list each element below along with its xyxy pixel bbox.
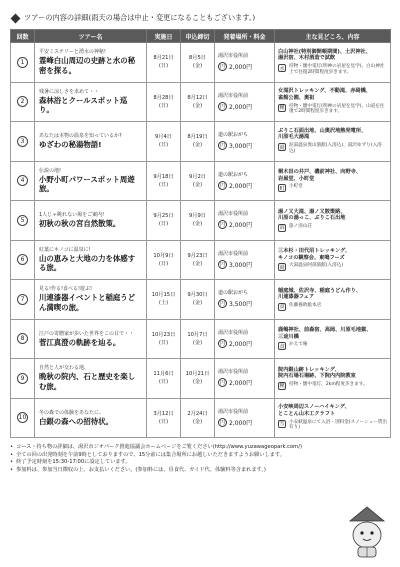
tour-number: 8	[17, 333, 28, 344]
tour-date-day: (日)	[158, 181, 169, 188]
tour-spots-line: 湯ノ又大滝、湯ノ又散策路、	[278, 208, 346, 215]
tour-subtitle: 1人じゃ眺れない場をご案内!	[39, 212, 105, 218]
tour-name-cell	[35, 201, 147, 241]
note-icon: 浴	[279, 225, 285, 232]
table-row	[11, 43, 391, 83]
tour-number: 2	[17, 96, 28, 107]
tour-date-cell	[147, 319, 181, 359]
tour-name-cell	[35, 319, 147, 359]
tour-deadline: 9月9日	[189, 213, 206, 220]
tour-title: 小野小町パワースポット周遊旅。	[39, 174, 135, 194]
tour-name-cell	[35, 82, 147, 122]
tour-name-cell	[35, 43, 147, 83]
tour-place-cell	[215, 82, 275, 122]
tour-price-line	[218, 181, 271, 190]
tour-number-cell	[11, 82, 35, 122]
tour-title: 森林浴とクールスポット巡り。	[39, 95, 128, 115]
tour-deadline: 10月7日	[187, 331, 208, 338]
tour-date-cell	[147, 161, 181, 201]
tour-spots-line: 白山神社(特別御開帳期間)、土沢神社、	[278, 48, 371, 55]
diamond-bullet-icon	[11, 13, 21, 23]
tour-price-line	[218, 299, 271, 308]
tour-deadline: 9月2日	[189, 173, 206, 180]
tour-deadline-cell	[181, 359, 215, 399]
tour-number: 10	[18, 414, 27, 422]
tour-spots-cell	[275, 398, 391, 438]
tour-date-cell	[147, 398, 181, 438]
tour-deadline-cell	[181, 201, 215, 241]
table-row	[11, 280, 391, 320]
tour-spots-line: 川原毛大湯滝	[278, 134, 310, 141]
tour-date-cell	[147, 359, 181, 399]
tour-date: 3月12日	[153, 410, 174, 417]
tour-title: 初秋の秋の宮自然散策。	[39, 219, 121, 228]
column-header-date: 実施日	[147, 30, 181, 43]
tour-date-day: (日)	[158, 63, 169, 70]
tour-deadline-cell	[181, 82, 215, 122]
tour-price: 2,000円	[229, 182, 253, 190]
tour-date: 9月25日	[153, 213, 174, 220]
tour-title: ゆざわの秘湯物語!	[39, 140, 102, 149]
tour-title: 霊峰白山周辺の史跡と水の秘密を探る。	[39, 56, 136, 75]
tour-note-row	[278, 184, 387, 192]
bullet-icon: •	[10, 466, 14, 473]
tour-number-cell	[11, 319, 35, 359]
tour-spots-cell	[275, 280, 391, 320]
tour-name-cell	[35, 240, 147, 280]
tour-date-day: (日)	[158, 221, 169, 228]
tour-price-line	[218, 339, 271, 348]
tour-spots-cell	[275, 201, 391, 241]
note-icon: 雪	[279, 421, 285, 428]
tour-price: 3,000円	[229, 143, 253, 151]
tour-number: 5	[17, 215, 28, 226]
tour-subtitle: 伝説の地!	[39, 167, 62, 174]
tour-deadline: 9月30日	[187, 292, 208, 299]
tour-title: 菅江真澄の軌跡を辿る。	[39, 337, 121, 347]
tour-spots-line: 雀館公園、奥祖	[278, 94, 315, 101]
tour-place-cell	[215, 319, 275, 359]
tour-place-cell	[215, 398, 275, 438]
tour-deadline: 10月21日	[185, 371, 210, 378]
tour-deadline: 2月24日	[187, 410, 208, 417]
tour-spots-line: 川原の湯っこ、ぶりこ石出地	[278, 215, 346, 222]
tour-note: かえで庵	[289, 342, 308, 348]
tour-note-row	[278, 104, 387, 116]
tour-date-day: (日)	[158, 102, 169, 109]
tour-date: 10月9日	[153, 252, 174, 259]
tour-spots-cell	[275, 122, 391, 162]
tour-place: 湯沢市役所前	[218, 329, 249, 336]
tour-place: 湯沢市役所前	[218, 92, 249, 99]
tour-spots-line: 小安峡周辺スノーハイキング、	[278, 404, 350, 411]
yen-icon: 円	[219, 64, 225, 71]
tour-price-line	[218, 220, 271, 229]
tour-spots-line: ぶりこ石面出地、山奥沢地熱発電所、	[278, 127, 367, 134]
tour-price: 3,000円	[229, 261, 253, 269]
tour-spots-line: 三本杉・田代沼トレッキング、	[278, 248, 351, 255]
tour-date: 10月23日	[151, 331, 176, 338]
tour-deadline-cell	[181, 280, 215, 320]
tour-subtitle: 冬の森での体験をあなたに、	[39, 409, 105, 416]
tour-table	[10, 29, 391, 438]
footer-note-text: コース・持ち物の詳細は、湯沢市ジオパーク推進協議会ホームページをご覧ください(http://www.yuzawageopark.com/)	[16, 444, 302, 450]
column-header-spots: 主な見どころ、内容	[275, 30, 391, 43]
tour-subtitle: 残暑に涼しさを求めて・・	[39, 88, 100, 95]
table-row	[11, 359, 391, 399]
column-header-deadline: 申込締切	[181, 30, 215, 43]
tour-spots-cell	[275, 240, 391, 280]
yen-icon: 円	[219, 301, 225, 308]
note-icon: 町	[279, 185, 285, 192]
bullet-icon: •	[10, 451, 14, 458]
tour-note: 持物・懐中電灯(明神の岩屋を見学)、山道を往復で2時間程度歩きます。	[289, 103, 385, 115]
tour-spots-cell	[275, 359, 391, 399]
tour-deadline-cell	[181, 240, 215, 280]
tour-place-cell	[215, 201, 275, 241]
tour-number-cell	[11, 122, 35, 162]
tour-subtitle: 紅葉にキノコに温泉に!	[39, 246, 91, 253]
tour-place: 湯沢市役所前	[218, 408, 249, 415]
tour-deadline-day: (金)	[192, 379, 203, 386]
tour-note: 持物・懐中電灯、2km程度歩きます。	[289, 381, 368, 387]
tour-spots-line: 川連漆器フェア	[278, 294, 315, 301]
tour-date-cell	[147, 240, 181, 280]
section-heading	[10, 10, 390, 26]
tour-name-cell	[35, 161, 147, 201]
yen-icon: 円	[219, 143, 225, 150]
tour-deadline-day: (金)	[192, 339, 203, 346]
tour-price-line	[218, 260, 271, 269]
tour-date: 9月18日	[153, 173, 174, 180]
bullet-icon: •	[10, 444, 14, 450]
tour-subtitle: 自然と人が交わる地、	[39, 365, 90, 372]
tour-date: 9月4日	[155, 134, 172, 141]
table-row	[11, 122, 391, 162]
tour-title: 晩秋の院内、石と歴史を楽しむ旅。	[39, 372, 136, 391]
tour-price: 2,000円	[229, 222, 253, 230]
tour-deadline-day: (金)	[192, 260, 203, 267]
tour-subtitle: 平安ミステリーと湧水の神秘!	[39, 49, 106, 56]
tour-deadline-cell	[181, 43, 215, 83]
tour-table-body	[11, 43, 391, 438]
tour-place-cell	[215, 240, 275, 280]
tour-place: 道の駅おがち	[218, 171, 249, 178]
yen-icon: 円	[219, 182, 225, 189]
yen-icon: 円	[219, 419, 225, 426]
table-header-row	[11, 30, 391, 43]
tour-spots-line: キノコの観察会、東鳴フーズ	[278, 254, 345, 261]
tour-number: 7	[17, 294, 28, 305]
tour-note-row	[278, 143, 387, 155]
tour-note: 泥湯温泉奥山旅館(入浴込)、湯沢ゆずり(入浴込)	[289, 143, 382, 154]
tour-spots-line: とことん山木工クラフト	[278, 410, 336, 417]
table-row	[11, 319, 391, 359]
tour-date-day: (日)	[158, 418, 169, 425]
tour-place-cell	[215, 122, 275, 162]
tour-date: 8月21日	[153, 55, 174, 62]
tour-name-cell	[35, 359, 147, 399]
tour-spots-line: 桐木田の井戸、磯前神社、向野寺、	[278, 169, 362, 176]
column-header-no: 回数	[11, 30, 35, 43]
tour-number-cell	[11, 240, 35, 280]
tour-date-cell	[147, 280, 181, 320]
bullet-icon: •	[10, 459, 14, 466]
tour-date: 8月28日	[153, 94, 174, 101]
footer-note	[10, 459, 320, 467]
tour-note-row	[278, 420, 387, 432]
tour-note-row	[278, 303, 387, 311]
tour-price-line	[218, 141, 271, 150]
tour-spots-line: 女滝沢トレッキング、不動滝、赤碕橋、	[278, 88, 371, 95]
tour-note-row	[278, 342, 387, 350]
tour-price-line	[218, 102, 271, 111]
tour-price: 2,000円	[229, 340, 253, 348]
tour-place: 道の駅おがち	[218, 290, 249, 297]
tour-deadline-day: (金)	[192, 102, 203, 109]
note-icon: 食	[279, 304, 285, 311]
tour-spots-line: 岩屋堂、小町堂	[278, 175, 315, 182]
tour-place: 湯沢市役所前	[218, 369, 249, 376]
note-icon: 靴	[279, 383, 285, 390]
tour-note-row	[278, 64, 387, 76]
tour-subtitle: 見る!作る!食べる!遊ぶ!	[39, 286, 93, 293]
tour-date-cell	[147, 201, 181, 241]
tour-deadline-cell	[181, 398, 215, 438]
note-icon: 湯	[279, 264, 285, 271]
tour-place-cell	[215, 161, 275, 201]
tour-note: 小安峡温泉にて入浴・別料金(スノーシュー貸出有り)	[289, 419, 387, 431]
tour-date-cell	[147, 122, 181, 162]
tour-number: 1	[17, 57, 28, 68]
tour-deadline: 9月23日	[187, 252, 208, 259]
tour-number-cell	[11, 161, 35, 201]
tour-deadline: 8月12日	[187, 94, 208, 101]
tour-date-day: (土)	[158, 300, 169, 307]
tour-note: 旅ノ浴山荘	[289, 223, 312, 229]
yen-icon: 円	[219, 222, 225, 229]
section-heading-text: ツアーの内容の詳細(雨天の場合は中止・変更になることもございます。)	[24, 13, 256, 22]
tour-subtitle: 江戸の寄贈家が歩いた世界をこの目で・・	[39, 330, 135, 337]
tour-spots-line: 稲庭城、佐沢寺、稲庭うどん作り、	[278, 287, 362, 294]
column-header-tour: ツアー名	[35, 30, 147, 43]
tour-spots-line: 鹿嶋神社、前森宿、高岡、川原毛地獄、	[278, 327, 372, 334]
footer-note	[10, 467, 320, 475]
tour-place-cell	[215, 359, 275, 399]
tour-title: 山の恵みと大地の力を体感する旅。	[39, 253, 136, 273]
tour-number-cell	[11, 359, 35, 399]
table-row	[11, 398, 391, 438]
tour-date-cell	[147, 82, 181, 122]
tour-price-line	[218, 418, 271, 427]
tour-note: 小町堂	[289, 184, 303, 190]
tour-date-cell	[147, 43, 181, 83]
tour-price: 2,000円	[229, 103, 253, 111]
footer-note-text: 終了予定時刻を15:30-17:00に設定しています。	[16, 459, 131, 466]
table-row	[11, 240, 391, 280]
tour-date-day: (日)	[158, 379, 169, 386]
tour-note: 持物・懐中電灯(明神の岩屋を見学)、白山神社上で往復2時間程度歩きます。	[289, 64, 385, 75]
tour-price: 2,000円	[229, 419, 253, 427]
tour-number: 9	[17, 373, 28, 384]
tour-spots-line: 院内石場石場跡、下院内内院教室	[278, 373, 356, 380]
note-icon: 靴	[279, 105, 285, 112]
tour-deadline-day: (金)	[192, 418, 203, 425]
tour-note: 佐藤養助総本店	[289, 302, 322, 308]
tour-deadline-day: (金)	[192, 63, 203, 70]
tour-place: 湯沢市役所前	[218, 250, 249, 257]
footer-notes	[10, 444, 320, 474]
tour-note-row	[278, 382, 387, 390]
tour-number: 3	[17, 136, 28, 147]
tour-spots-cell	[275, 319, 391, 359]
note-icon: 湯	[279, 144, 285, 151]
tour-spots-cell	[275, 161, 391, 201]
yen-icon: 円	[219, 261, 225, 268]
tour-date-day: (日)	[158, 260, 169, 267]
tour-note: 大湯温泉阿部旅館(入浴込)	[289, 263, 344, 269]
tour-deadline-cell	[181, 319, 215, 359]
tour-subtitle: あなたは本物の温泉を知っているか?	[39, 133, 122, 139]
tour-place-cell	[215, 43, 275, 83]
table-row	[11, 161, 391, 201]
column-header-place: 発着場所・料金	[215, 30, 275, 43]
tour-title: 白銀の森への招待状。	[39, 416, 113, 426]
yen-icon: 円	[219, 103, 225, 110]
tour-deadline: 8月5日	[189, 55, 206, 62]
tour-title: 川連漆器イベントと稲庭うどん満喫の旅。	[39, 293, 136, 312]
note-icon: 水	[279, 65, 285, 72]
footer-note-text: 全ての回の出発時刻を午前9時としておりますので、15分前には集合場所にお越しいただきますようお願いします。	[16, 451, 285, 458]
tour-deadline-cell	[181, 161, 215, 201]
tour-name-cell	[35, 280, 147, 320]
tour-spots-line: 三途川橋	[278, 333, 299, 340]
tour-number-cell	[11, 280, 35, 320]
tour-note-row	[278, 224, 387, 232]
tour-deadline-cell	[181, 122, 215, 162]
yen-icon: 円	[219, 380, 225, 387]
yen-icon: 円	[219, 340, 225, 347]
tour-price: 3,500円	[229, 301, 253, 309]
tour-price: 2,000円	[229, 64, 253, 72]
footer-note-text: 参加料は、参加当日徴収の上、お支払いください。(参加料には、昼食代、ガイド代、体験料等含まれます。)	[16, 466, 266, 473]
tour-spots-cell	[275, 82, 391, 122]
tour-note-row	[278, 263, 387, 271]
tour-number-cell	[11, 398, 35, 438]
tour-number: 6	[17, 254, 28, 265]
footer-note	[10, 444, 320, 452]
tour-place: 道の駅おがち	[218, 132, 249, 139]
tour-spots-cell	[275, 43, 391, 83]
tour-spots-line: 湯沢宿、木村酒造で試飲	[278, 55, 336, 62]
table-row	[11, 82, 391, 122]
tour-deadline-day: (金)	[192, 142, 203, 149]
tour-name-cell	[35, 122, 147, 162]
tour-date-day: (日)	[158, 339, 169, 346]
note-icon: 食	[279, 343, 285, 350]
tour-deadline-day: (金)	[192, 181, 203, 188]
tour-name-cell	[35, 398, 147, 438]
tour-date: 10月15日	[151, 292, 176, 299]
tour-place-cell	[215, 280, 275, 320]
tour-place: 湯沢市役所前	[218, 211, 249, 218]
tour-number: 4	[17, 175, 28, 186]
tour-price-line	[218, 62, 271, 71]
tour-date-day: (日)	[158, 142, 169, 149]
tour-price: 2,000円	[229, 380, 253, 388]
tour-number-cell	[11, 201, 35, 241]
mascot-icon	[346, 505, 388, 559]
tour-deadline-day: (金)	[192, 221, 203, 228]
tour-deadline-day: (金)	[192, 300, 203, 307]
tour-deadline: 8月19日	[187, 134, 208, 141]
tour-price-line	[218, 378, 271, 387]
tour-spots-line: 院内銀山跡トレッキング、	[278, 366, 340, 373]
table-row	[11, 201, 391, 241]
tour-date: 11月6日	[153, 371, 174, 378]
tour-place: 湯沢市役所前	[218, 53, 249, 60]
tour-number-cell	[11, 43, 35, 83]
